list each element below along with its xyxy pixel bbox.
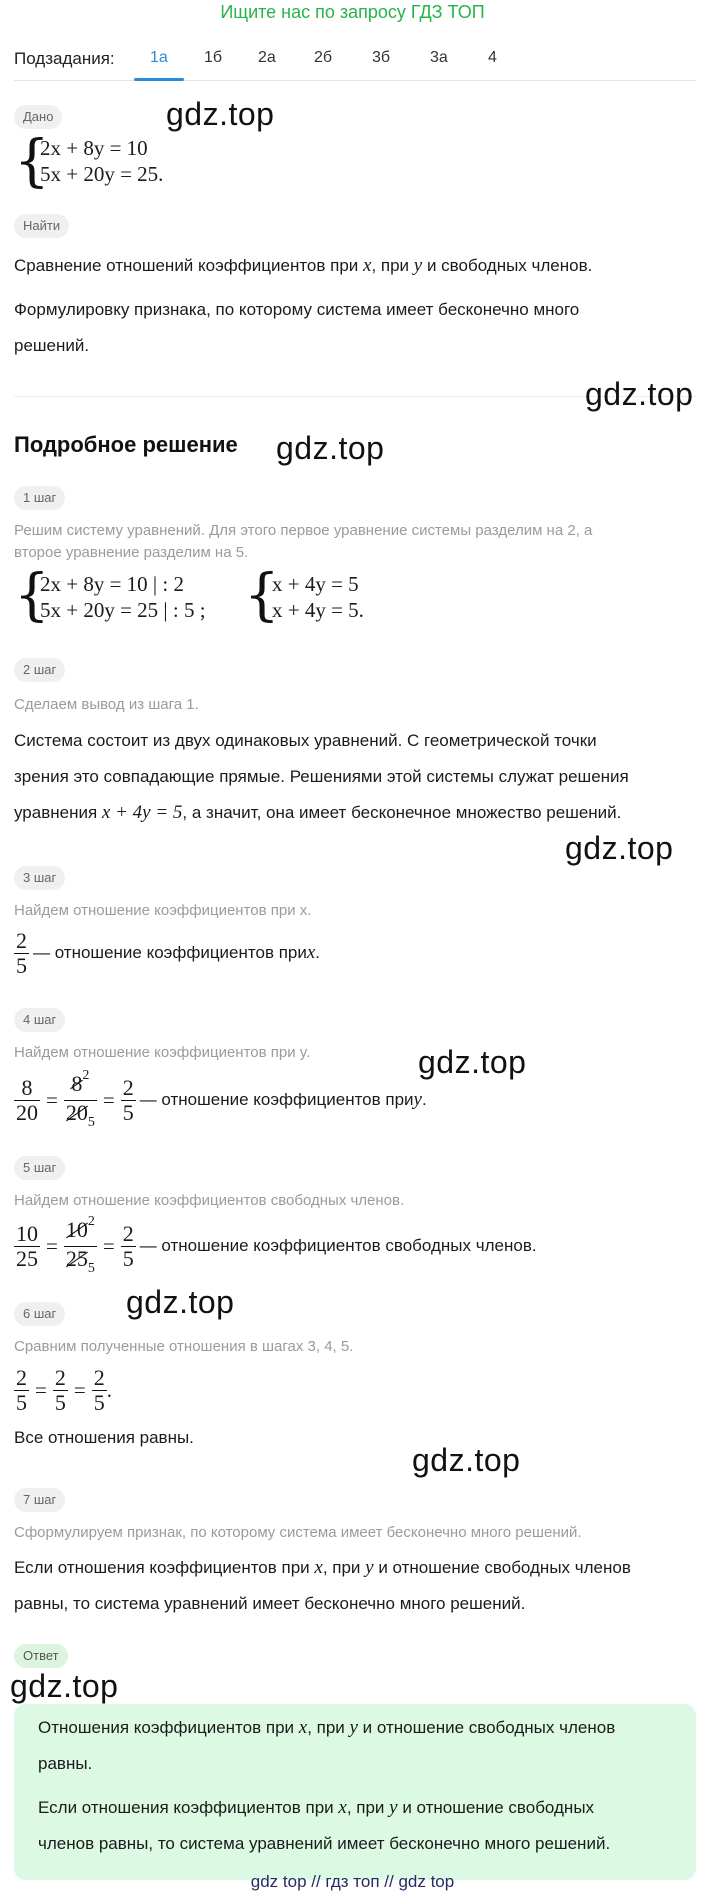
find-line2: Формулировку признака, по которому система имеет бесконечно много [14, 300, 580, 319]
tab-3b[interactable]: 3б [372, 49, 391, 66]
step1-note2: второе уравнение разделим на 5. [14, 544, 249, 561]
promo-banner[interactable]: Ищите нас по запросу ГДЗ ТОП [220, 2, 485, 22]
step5-expr: $\frac{10}{25}$ = $\frac{10^2}{25_5}$ = $\frac{2}{5}$ — отношение коэффициентов свободных членов. [16, 1213, 537, 1276]
fraction-reduced: $\frac{10^2}{25_5}$ [65, 1213, 95, 1276]
step1-sys1: 2x + 8y = 10 | : 2 [40, 572, 184, 596]
answer-p2-line2: членов равны, то система уравнений имеет бесконечно много решений. [38, 1834, 611, 1853]
tab-2b[interactable]: 2б [314, 49, 333, 66]
given-eq1 [40, 136, 148, 161]
step4-pill: 4 шаг [14, 1008, 65, 1032]
step2-pill: 2 шаг [14, 658, 65, 682]
fraction: $\frac{2}{5}$ [16, 1364, 27, 1415]
step3-text: — отношение коэффициентов при [33, 943, 307, 962]
step1-sys2: 5x + 20y = 25 | : 5 ; [40, 598, 206, 622]
answer-p1-line1 [38, 1710, 688, 1746]
answer-text-a: Отношения коэффициентов при [38, 1718, 299, 1737]
find-text-a: Сравнение отношений коэффициентов при [14, 256, 364, 275]
var-y: y [349, 1717, 358, 1738]
step2-line3 [14, 795, 704, 831]
step2-line1: Система состоит из двух одинаковых уравнений. С геометрической точки [14, 731, 597, 750]
step6-expr: $\frac{2}{5}$ = $\frac{2}{5}$ = $\frac{2}{5}$ . [16, 1364, 112, 1415]
watermark: gdz.top [418, 1044, 527, 1080]
find-text-c: и свободных членов. [422, 256, 593, 275]
tab-3a[interactable]: 3а [430, 49, 448, 66]
tab-1b[interactable]: 1б [204, 49, 223, 66]
var-x: x [338, 1797, 347, 1818]
var-y: y [413, 1089, 422, 1110]
subtasks-label: Подзадания: [14, 49, 115, 68]
step3-note1: Найдем отношение коэффициентов при x. [14, 902, 312, 919]
step6-text: Все отношения равны. [14, 1428, 194, 1447]
find-line3: решений. [14, 336, 90, 355]
step5-pill: 5 шаг [14, 1156, 65, 1180]
active-tab-indicator [134, 78, 184, 81]
given-eq2 [40, 162, 163, 187]
step7-line2: равны, то система уравнений имеет бесконечно много решений. [14, 1594, 526, 1613]
fraction-reduced: $\frac{8^2}{20_5}$ [65, 1067, 95, 1130]
var-x: x [363, 255, 372, 276]
step2-line3-eq: x + 4y = 5 [101, 802, 183, 823]
step1-pill: 1 шаг [14, 486, 65, 510]
answer-text-a: Если отношения коэффициентов при [38, 1798, 339, 1817]
step5-note1: Найдем отношение коэффициентов свободных членов. [14, 1192, 405, 1209]
answer-pill: Ответ [14, 1644, 68, 1668]
watermark: gdz.top [126, 1284, 235, 1320]
watermark: gdz.top [166, 96, 275, 132]
system-brace: { [14, 563, 50, 628]
fraction: $\frac{10}{25}$ [16, 1220, 38, 1271]
find-line1 [14, 248, 694, 284]
fraction: $\frac{2}{5}$ [16, 927, 27, 978]
tab-1a[interactable]: 1а [150, 49, 168, 66]
find-text-b: , при [371, 256, 414, 275]
find-pill: Найти [14, 214, 69, 238]
watermark: gdz.top [276, 430, 385, 466]
step1-sys4: x + 4y = 5. [272, 598, 364, 622]
solution-title: Подробное решение [14, 432, 238, 457]
given-eq2-text: 5x + 20y = 25. [40, 162, 164, 186]
answer-text-b: , при [346, 1798, 390, 1817]
answer-p1-line2: равны. [38, 1754, 93, 1773]
fraction: $\frac{8}{20}$ [16, 1074, 38, 1125]
step1-sys3: x + 4y = 5 [272, 572, 359, 596]
answer-text-c: и отношение свободных [397, 1798, 595, 1817]
answer-p2-line1 [38, 1790, 688, 1826]
given-eq1-text: 2x + 8y = 10 [40, 136, 148, 160]
tab-2a[interactable]: 2а [258, 49, 276, 66]
step4-note1: Найдем отношение коэффициентов при y. [14, 1044, 311, 1061]
step2-line3-a: уравнения [14, 803, 102, 822]
tab-4[interactable]: 4 [488, 49, 497, 66]
answer-text-b: , при [307, 1718, 350, 1737]
step2-note1: Сделаем вывод из шага 1. [14, 696, 199, 713]
step2-line2: зрения это совпадающие прямые. Решениями этой системы служат решения [14, 767, 629, 786]
step7-text-a: Если отношения коэффициентов при [14, 1558, 315, 1577]
step7-line1 [14, 1550, 704, 1586]
step4-text: — отношение коэффициентов при [139, 1090, 414, 1109]
step3-expr: $\frac{2}{5}$ — отношение коэффициентов при x . [16, 927, 321, 978]
step7-note1: Сформулируем признак, по которому система имеет бесконечно много решений. [14, 1524, 582, 1541]
watermark: gdz.top [585, 376, 694, 412]
step5-text: — отношение коэффициентов свободных членов. [139, 1236, 537, 1255]
step7-text-b: , при [322, 1558, 366, 1577]
footer-links[interactable]: gdz top // гдз топ // gdz top [250, 1872, 455, 1891]
given-pill: Дано [14, 105, 62, 129]
answer-text-c: и отношение свободных членов [357, 1718, 616, 1737]
var-y: y [389, 1797, 398, 1818]
var-x: x [306, 942, 316, 963]
step2-line3-b: , а значит, она имеет бесконечное множество решений. [182, 803, 622, 822]
watermark: gdz.top [412, 1442, 521, 1478]
step4-expr: $\frac{8}{20}$ = $\frac{8^2}{20_5}$ = $\frac{2}{5}$ — отношение коэффициентов при y . [16, 1067, 427, 1130]
step3-pill: 3 шаг [14, 866, 65, 890]
fraction: $\frac{2}{5}$ [122, 1074, 134, 1125]
step7-text-c: и отношение свободных членов [373, 1558, 631, 1577]
system-brace: { [14, 129, 50, 194]
watermark: gdz.top [565, 830, 674, 866]
step6-note1: Сравним полученные отношения в шагах 3, 4, 5. [14, 1338, 354, 1355]
var-y: y [365, 1557, 374, 1578]
fraction: $\frac{2}{5}$ [93, 1364, 105, 1415]
system-brace: { [244, 563, 280, 628]
step6-pill: 6 шаг [14, 1302, 65, 1326]
step7-pill: 7 шаг [14, 1488, 65, 1512]
fraction: $\frac{2}{5}$ [122, 1220, 134, 1271]
watermark: gdz.top [10, 1668, 119, 1704]
step1-note1: Решим систему уравнений. Для этого первое уравнение системы разделим на 2, а [14, 522, 593, 539]
tabs-divider [14, 80, 696, 81]
var-y: y [413, 255, 423, 276]
var-x: x [298, 1717, 308, 1738]
var-x: x [314, 1557, 323, 1578]
fraction: $\frac{2}{5}$ [54, 1364, 66, 1415]
